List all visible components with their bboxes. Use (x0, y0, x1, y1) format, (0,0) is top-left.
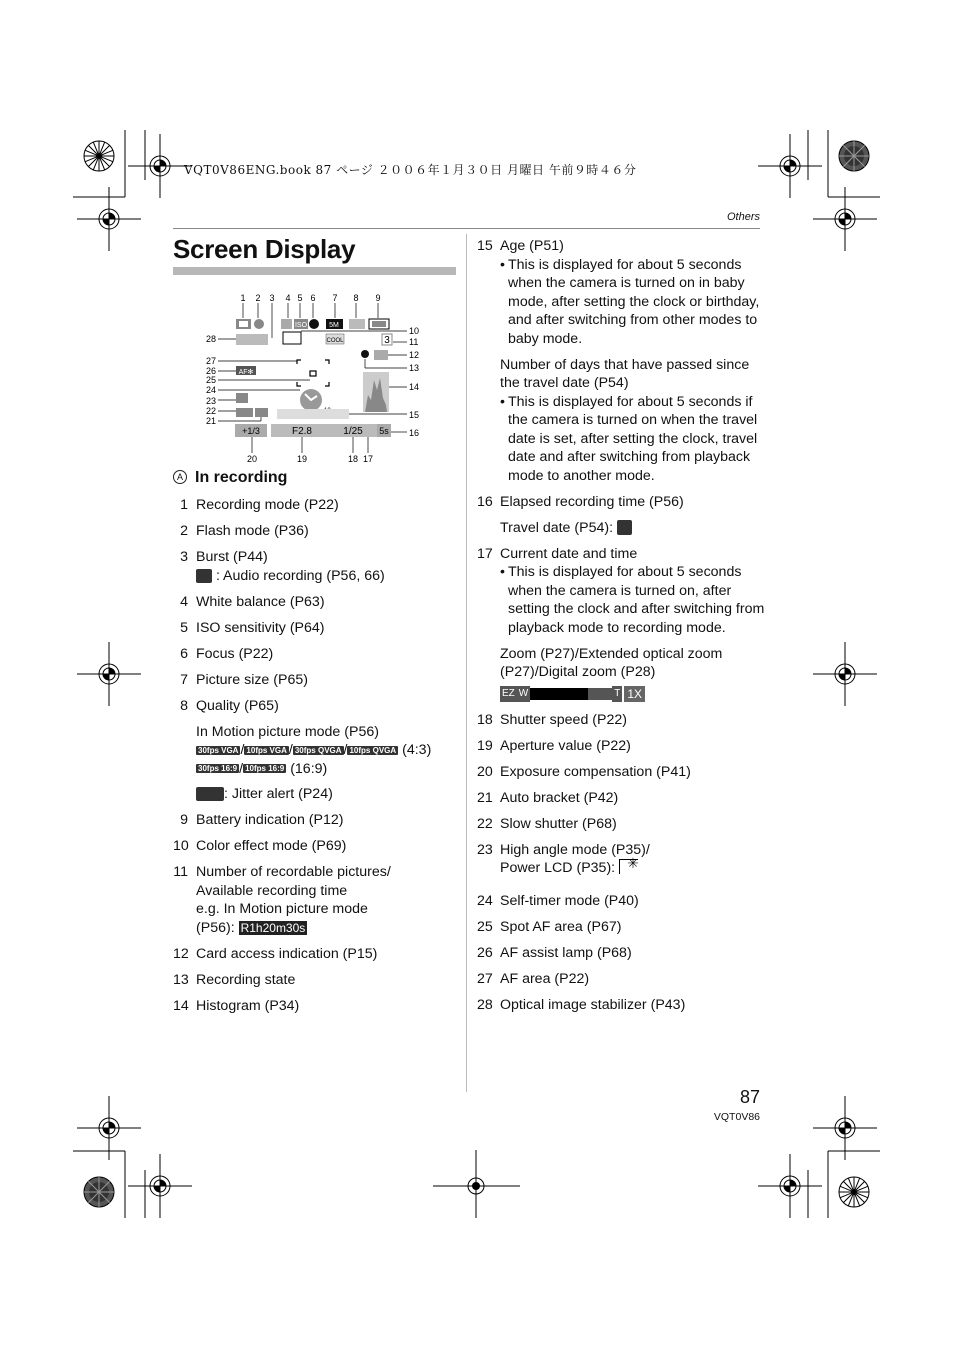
list-item: 20 Exposure compensation (P41) (477, 763, 691, 780)
paragraph: Travel date (P54): (500, 519, 767, 538)
list-item: 17 Current date and time (477, 545, 638, 562)
time-badge: R1h20m30s (240, 920, 306, 935)
list-item: 11 Number of recordable pictures/ Available recording time e.g. In Motion picture mode (P56): R1h20m30s (173, 864, 391, 936)
svg-text:15: 15 (409, 410, 420, 420)
list-item: 1 Recording mode (P22) (180, 497, 339, 513)
shutter-value: 1/25 (343, 426, 363, 437)
label-2: 2 (255, 293, 261, 303)
zoom-bar (500, 685, 767, 704)
list-item: 28 Optical image stabilizer (P43) (477, 996, 686, 1013)
label-1: 1 (240, 293, 246, 303)
list-item: 26 AF assist lamp (P68) (477, 944, 632, 961)
list-item: 19 Aperture value (P22) (477, 737, 631, 754)
svg-text:10: 10 (409, 326, 420, 336)
svg-text:23: 23 (205, 396, 216, 406)
svg-text:14: 14 (409, 382, 420, 392)
svg-text:26: 26 (205, 366, 216, 376)
fps-icon: 30fps VGA (198, 745, 239, 755)
zoom-x-label: 1X (624, 686, 645, 702)
svg-text:20: 20 (246, 454, 258, 464)
list-item: 10 Color effect mode (P69) (173, 838, 347, 854)
bullet: • This is displayed for about 5 seconds when the camera is turned on, after setting the clock and after switching from playback mode to recording mode. (500, 564, 765, 636)
list-item: 13 Recording state (173, 971, 296, 988)
mic-icon (196, 569, 212, 583)
left-column (173, 496, 458, 1023)
bullet: • This is displayed for about 5 seconds if the camera is turned on when the travel date is set, after setting the clock, travel date and after switching from playback mode to another mode. (500, 393, 758, 484)
zoom-t-label: T (612, 686, 622, 702)
list-item: 3 Burst (P44) : Audio recording (P56, 66) (180, 549, 385, 584)
svg-text:28: 28 (205, 334, 216, 344)
paragraph: Zoom (P27)/Extended optical zoom (P27)/Digital zoom (P28) (500, 645, 723, 680)
page-number: 87 (739, 1087, 760, 1107)
list-item: 27 AF area (P22) (477, 970, 590, 987)
svg-text:16: 16 (409, 428, 420, 438)
column-divider (466, 234, 467, 1092)
list-item: 12 Card access indication (P15) (173, 945, 378, 962)
fps-icon: 30fps 16:9 (198, 764, 238, 774)
list-item: 24 Self-timer mode (P40) (477, 892, 639, 909)
svg-text:13: 13 (409, 363, 420, 373)
list-item: 7 Picture size (P65) (180, 671, 308, 688)
list-item: 16 Elapsed recording time (P56) (477, 493, 684, 510)
list-item: 15 Age (P51) (477, 238, 564, 254)
list-item: 21 Auto bracket (P42) (477, 789, 619, 806)
exposure-value: +1/3 (242, 426, 260, 436)
list-item: 2 Flash mode (P36) (180, 523, 309, 539)
label-5: 5 (297, 293, 303, 303)
list-item: 23 High angle mode (P35)/ Power LCD (P35): ✳ (477, 841, 650, 876)
label-9: 9 (375, 293, 381, 303)
paragraph: Number of days that have passed since the travel date (P54) (500, 356, 750, 391)
svg-text:AF✻: AF✻ (238, 369, 254, 376)
svg-text:5M: 5M (329, 322, 339, 329)
marker-a: A (173, 470, 187, 484)
svg-text:11: 11 (409, 337, 419, 347)
svg-text:22: 22 (205, 406, 216, 416)
label-4: 4 (285, 293, 291, 303)
svg-text:25: 25 (205, 375, 216, 385)
list-item: 22 Slow shutter (P68) (477, 815, 617, 832)
label-6: 6 (310, 293, 316, 303)
page-title: Screen Display (173, 234, 356, 264)
section-label: Others (726, 211, 760, 223)
date-value: 5s (379, 426, 389, 436)
top-rule (173, 228, 760, 229)
label-8: 8 (353, 293, 359, 303)
svg-text:19: 19 (296, 454, 308, 464)
zoom-w-label: W (517, 686, 530, 702)
title-underline (173, 267, 456, 275)
fps-icon: 10fps 16:9 (245, 764, 285, 774)
svg-text:12: 12 (409, 350, 420, 360)
ez-label: EZ (500, 686, 517, 702)
motion-picture-block: In Motion picture mode (P56) 30fps VGA / 10fps VGA / 30fps QVGA / 10fps QVGA (4:3) 30fps 16:9 / 10fps 16:9 (16:9) : Jitter alert (P24) (196, 723, 432, 802)
svg-text:24: 24 (205, 385, 216, 395)
remaining-count: 3 (384, 335, 390, 346)
jitter-alert-icon (196, 787, 224, 801)
screen-display-diagram (205, 290, 430, 465)
list-item: 9 Battery indication (P12) (180, 812, 344, 828)
svg-text:18: 18 (347, 454, 359, 464)
svg-text:21: 21 (205, 416, 216, 426)
svg-text:17: 17 (362, 454, 374, 464)
page-code: VQT0V86 (713, 1111, 760, 1123)
in-recording-heading (173, 469, 287, 487)
list-item: 8 Quality (P65) (180, 697, 279, 714)
list-item: 5 ISO sensitivity (P64) (180, 619, 325, 636)
power-lcd-icon: ✳ (619, 859, 638, 874)
svg-text:27: 27 (205, 356, 216, 366)
list-item: 6 Focus (P22) (180, 645, 274, 662)
list-item: 25 Spot AF area (P67) (477, 918, 622, 935)
list-item: 14 Histogram (P34) (173, 997, 300, 1014)
fps-icon: 10fps QVGA (349, 745, 397, 755)
right-column (477, 237, 767, 1022)
svg-text:COOL: COOL (326, 338, 344, 344)
list-item: 4 White balance (P63) (180, 593, 325, 610)
fps-icon: 30fps QVGA (294, 745, 342, 755)
bullet: • This is displayed for about 5 seconds when the camera is turned on in baby mode, after setting the clock or birthday, and after switching from other modes to baby mode. (500, 256, 760, 347)
label-7: 7 (332, 293, 338, 303)
fps-icon: 10fps VGA (246, 745, 287, 755)
suitcase-icon (617, 520, 632, 535)
file-header: VQT0V86ENG.book 87 ページ ２００６年１月３０日 月曜日 午前９時４６分 (184, 163, 637, 177)
list-item: 18 Shutter speed (P22) (477, 711, 627, 728)
aperture-value: F2.8 (291, 426, 313, 437)
in-recording-title: In recording (195, 469, 288, 486)
label-3: 3 (269, 293, 275, 303)
svg-text:ISO: ISO (294, 322, 308, 329)
